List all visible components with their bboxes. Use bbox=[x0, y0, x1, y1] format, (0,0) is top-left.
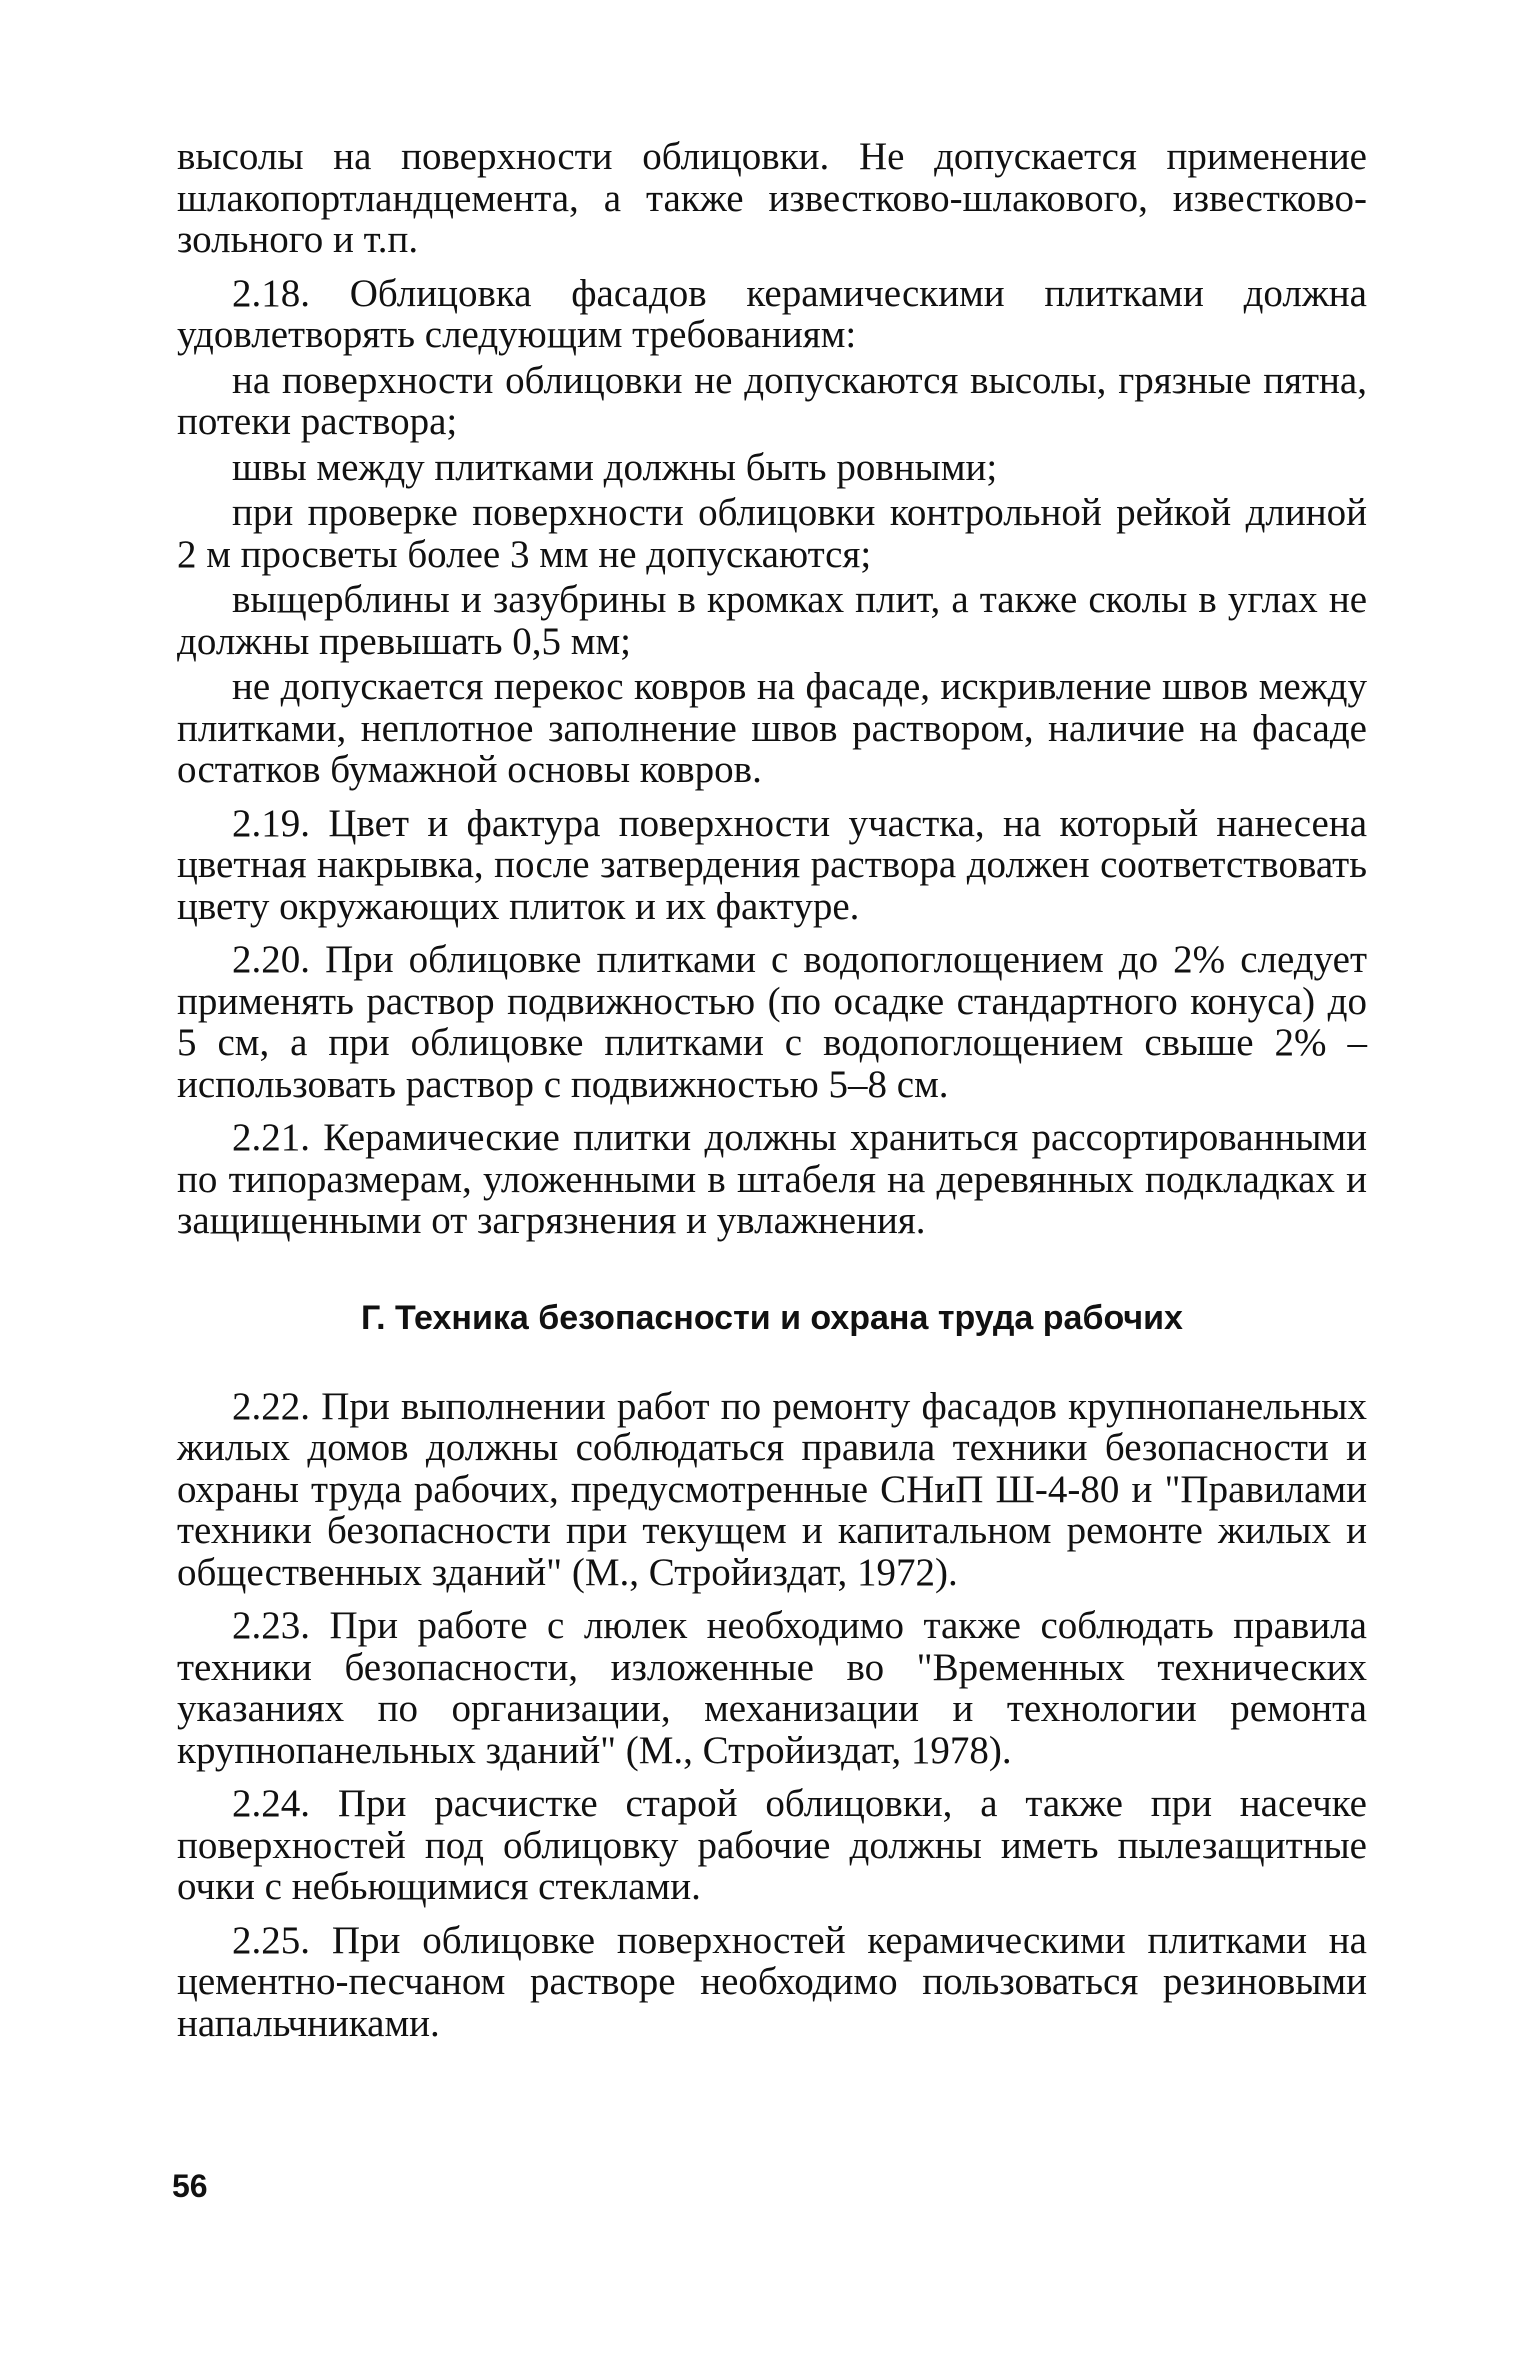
section-2-25: 2.25. При облицовке поверхностей керамическими плитками на цементно-песчаном растворе необходимо пользоваться резиновыми напальчниками. bbox=[177, 1918, 1367, 2045]
requirement-item: выщерблины и зазубрины в кромках плит, а также сколы в углах не должны превышать 0,5 мм; bbox=[177, 578, 1367, 663]
requirement-item: швы между плитками должны быть ровными; bbox=[232, 445, 998, 489]
section-2-20: 2.20. При облицовке плитками с водопоглощением до 2% следует применять раствор подвижностью (по осадке стандартного конуса) до 5 см, а при облицовке плитками с водопоглощением свыше 2% – использовать раствор с подвижностью 5–8 см. bbox=[177, 938, 1367, 1106]
section-2-19: 2.19. Цвет и фактура поверхности участка, на который нанесена цветная накрывка, после затвердения раствора должен соответствовать цвету окружающих плиток и их фактуре. bbox=[177, 801, 1367, 928]
section-heading-g: Г. Техника безопасности и охрана труда рабочих bbox=[361, 1298, 1183, 1337]
section-2-21: 2.21. Керамические плитки должны храниться рассортированными по типоразмерам, уложенными в штабеля на деревянных подкладках и защищенными от загрязнения и увлажнения. bbox=[177, 1116, 1367, 1242]
requirement-item: не допускается перекос ковров на фасаде, искривление швов между плитками, неплотное заполнение швов раствором, наличие на фасаде остатков бумажной основы ковров. bbox=[177, 665, 1367, 791]
document-page bbox=[177, 136, 1367, 2056]
intro-paragraph: высолы на поверхности облицовки. Не допускается применение шлакопортландцемента, а также известково-шлакового, известково-зольного и т.п. bbox=[177, 135, 1367, 261]
section-2-22: 2.22. При выполнении работ по ремонту фасадов крупнопанельных жилых домов должны соблюдаться правила техники безопасности и охраны труда рабочих, предусмотренные СНиП Ш-4-80 и "Правилами техники безопасности при текущем и капитальном ремонте жилых и общественных зданий" (М., Стройиздат, 1972). bbox=[177, 1384, 1367, 1594]
requirement-item: при проверке поверхности облицовки контрольной рейкой длиной 2 м просветы более 3 мм не допускаются; bbox=[177, 491, 1367, 576]
section-2-18-lead: 2.18. Облицовка фасадов керамическими плитками должна удовлетворять следующим требованиям: bbox=[177, 271, 1367, 356]
section-2-24: 2.24. При расчистке старой облицовки, а также при насечке поверхностей под облицовку рабочие должны иметь пылезащитные очки с небьющимися стеклами. bbox=[177, 1782, 1367, 1908]
page-number: 56 bbox=[172, 2168, 208, 2204]
requirement-item: на поверхности облицовки не допускаются высолы, грязные пятна, потеки раствора; bbox=[177, 358, 1367, 443]
section-2-23: 2.23. При работе с люлек необходимо также соблюдать правила техники безопасности, изложенные во "Временных технических указаниях по организации, механизации и технологии ремонта крупнопанельных зданий" (М., Стройиздат, 1978). bbox=[177, 1604, 1367, 1772]
